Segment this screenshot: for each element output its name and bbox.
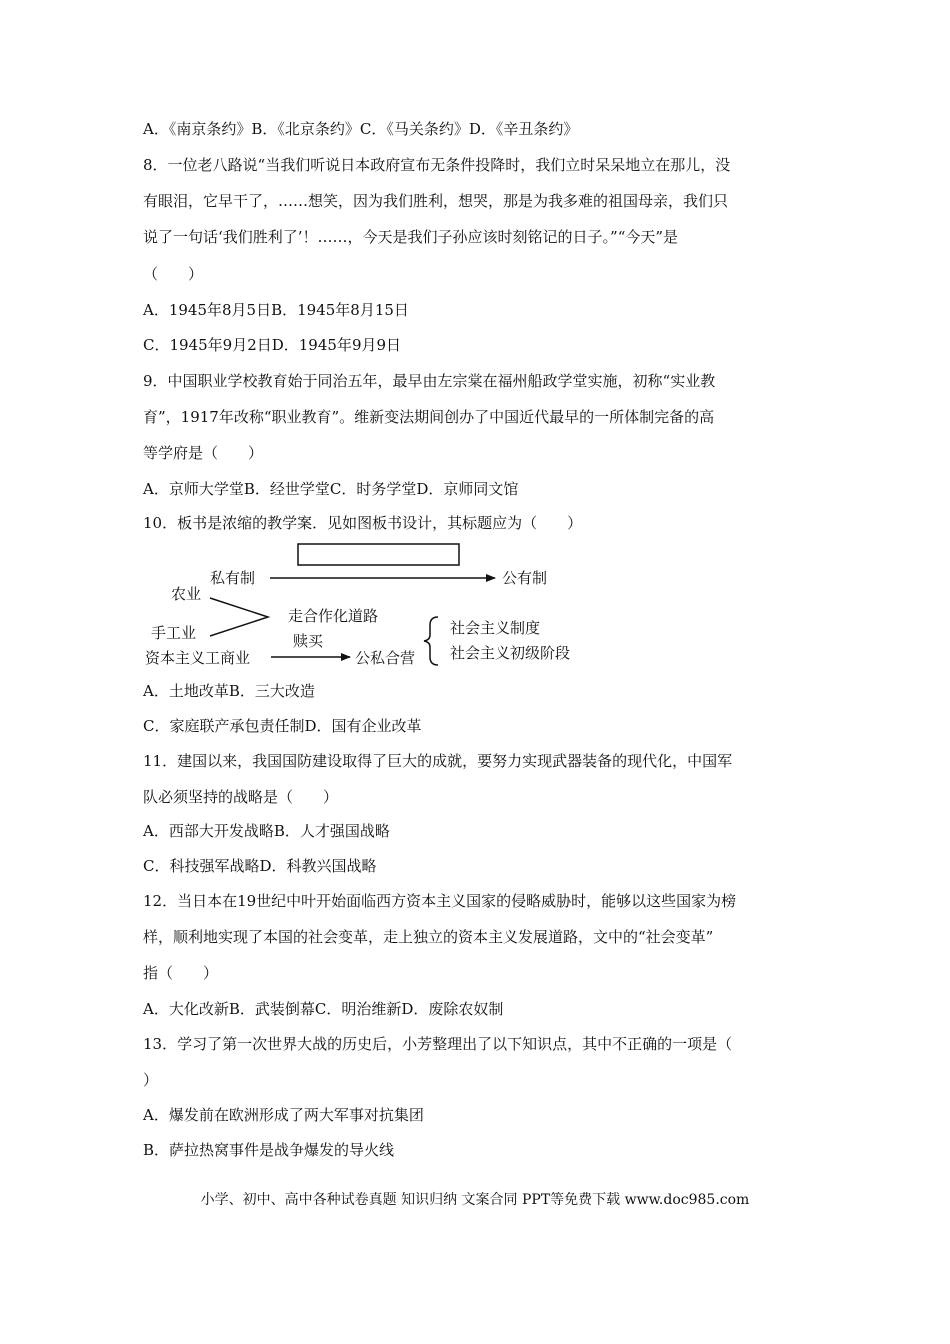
title-blank-box [298,544,459,565]
capitalist-commerce-label: 资本主义工商业 [145,649,251,667]
q10-stem: 10．板书是浓缩的教学案．见如图板书设计，其标题应为（ ） [143,514,583,532]
q9-options: A．京师大学堂B．经世学堂C．时务学堂D．京师同文馆 [143,480,519,498]
q13-stem-line2: ） [143,1071,159,1089]
q9-stem-line1: 9．中国职业学校教育始于同治五年，最早由左宗棠在福州船政学堂实施，初称“实业教 [143,372,716,390]
q8-options-cd: C．1945年9月2日D．1945年9月9日 [143,336,402,354]
q10-options-ab: A．土地改革B．三大改造 [143,682,315,700]
q9-stem-line2: 育”，1917年改称“职业教育”。维新变法期间创办了中国近代最早的一所体制完备的高 [143,408,715,426]
q10-options-cd: C．家庭联产承包责任制D．国有企业改革 [143,717,422,735]
q13-stem-line1: 13．学习了第一次世界大战的历史后，小芳整理出了以下知识点，其中不正确的一项是（ [143,1035,733,1053]
redemption-label: 赎买 [293,632,324,650]
q11-stem-line1: 11．建国以来，我国国防建设取得了巨大的成就，要努力实现武器装备的现代化，中国军 [143,752,733,770]
page-footer: 小学、初中、高中各种试卷真题 知识归纳 文案合同 PPT等免费下载 www.doc985.com [200,1192,750,1208]
q12-options: A．大化改新B．武装倒幕C．明治维新D．废除农奴制 [143,1000,504,1018]
primary-stage-label: 社会主义初级阶段 [450,644,571,662]
q7-options: A．《南京条约》B．《北京条约》C．《马关条约》D．《辛丑条约》 [143,120,579,138]
result-brace [424,617,438,665]
socialist-system-label: 社会主义制度 [450,619,541,637]
q8-stem-line3: 说了一句话‘我们胜利了’！……，今天是我们子孙应该时刻铭记的日子。”“今天”是 [143,228,679,246]
q13-option-b: B．萨拉热窝事件是战争爆发的导火线 [143,1141,395,1159]
cooperative-road-label: 走合作化道路 [288,607,379,625]
q12-stem-line2: 样，顺利地实现了本国的社会变革，走上独立的资本主义发展道路，文中的“社会变革” [143,928,714,946]
private-ownership-label: 私有制 [210,569,256,587]
agriculture-label: 农业 [171,585,202,603]
board-diagram-svg [143,541,589,669]
q8-stem-line4: （ ） [143,265,204,283]
q12-stem-line3: 指（ ） [143,964,219,982]
board-diagram [143,541,589,669]
handicraft-label: 手工业 [151,624,197,642]
q8-options-ab: A．1945年8月5日B．1945年8月15日 [143,301,409,319]
merge-bracket [210,598,268,636]
q13-option-a: A．爆发前在欧洲形成了两大军事对抗集团 [143,1106,424,1124]
q9-stem-line3: 等学府是（ ） [143,444,264,462]
joint-ownership-label: 公私合营 [355,649,416,667]
q11-options-ab: A．西部大开发战略B．人才强国战略 [143,822,390,840]
q12-stem-line1: 12．当日本在19世纪中叶开始面临西方资本主义国家的侵略威胁时，能够以这些国家为榜 [143,892,737,910]
q11-stem-line2: 队必须坚持的战略是（ ） [143,788,339,806]
q8-stem-line1: 8．一位老八路说“当我们听说日本政府宣布无条件投降时，我们立时呆呆地立在那儿，没 [143,156,731,174]
q11-options-cd: C．科技强军战略D．科教兴国战略 [143,857,377,875]
public-ownership-label: 公有制 [502,569,548,587]
q8-stem-line2: 有眼泪，它早干了，……想笑，因为我们胜利，想哭，那是为我多难的祖国母亲，我们只 [143,192,729,210]
